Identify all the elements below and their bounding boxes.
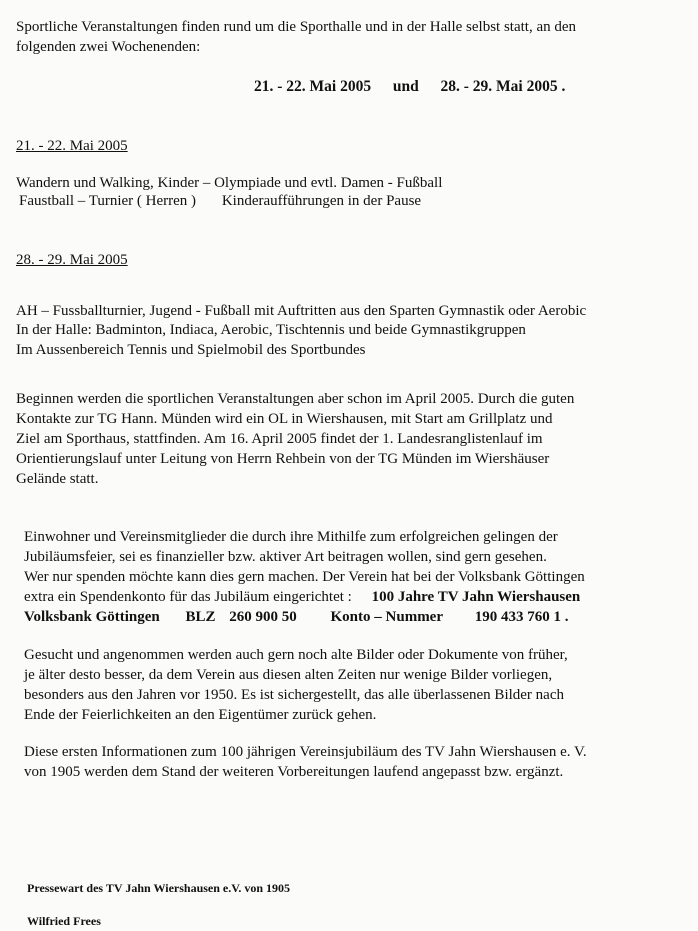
april-line-2: Kontakte zur TG Hann. Münden wird ein OL in Wiershausen, mit Start am Grillplatz und (16, 411, 553, 427)
weekend-2-line-2: In der Halle: Badminton, Indiaca, Aerobic, Tischtennis und beide Gymnastikgruppen (16, 322, 526, 338)
pictures-line-2: je älter desto besser, da dem Verein aus diesen alten Zeiten nur wenige Bilder vorliegen, (24, 667, 553, 683)
date-and: und (392, 78, 419, 95)
intro-line-1: Sportliche Veranstaltungen finden rund um die Sporthalle und in der Halle selbst statt, an den (16, 19, 577, 35)
date-weekend-2: 28. - 29. Mai 2005 . (440, 78, 566, 95)
weekend-1-line-1: Wandern und Walking, Kinder – Olympiade und evtl. Damen - Fußball (16, 175, 443, 191)
april-line-5: Gelände statt. (16, 471, 99, 487)
press-officer-line: Pressewart des TV Jahn Wiershausen e.V. von 1905 (27, 881, 291, 895)
pictures-line-3: besonders aus den Jahren vor 1950. Es ist sichergestellt, das alle überlassenen Bilder nach (24, 687, 564, 703)
weekend-1-heading: 21. - 22. Mai 2005 (16, 138, 128, 154)
weekend-2-line-1: AH – Fussballturnier, Jugend - Fußball mit Auftritten aus den Sparten Gymnastik oder Aerobic (16, 303, 587, 319)
bank-name: Volksbank Göttingen (24, 609, 160, 625)
april-line-1: Beginnen werden die sportlichen Veranstaltungen aber schon im April 2005. Durch die guten (16, 391, 575, 407)
donation-line-2: Jubiläumsfeier, sei es finanzieller bzw. aktiver Art beitragen wollen, sind gern gesehen. (24, 549, 547, 565)
author-name: Wilfried Frees (27, 914, 101, 928)
donation-line-1: Einwohner und Vereinsmitglieder die durch ihre Mithilfe zum erfolgreichen gelingen der (24, 529, 558, 545)
bank-details (24, 607, 569, 627)
weekend-1-line-2 (19, 191, 421, 211)
intro-line-2: folgenden zwei Wochenenden: (16, 39, 201, 55)
donation-account-intro: extra ein Spendenkonto für das Jubiläum eingerichtet : (24, 589, 352, 605)
donation-account-name: 100 Jahre TV Jahn Wiershausen (371, 589, 581, 605)
april-line-3: Ziel am Sporthaus, stattfinden. Am 16. April 2005 findet der 1. Landesranglistenlauf im (16, 431, 543, 447)
konto-value: 190 433 760 1 . (474, 609, 569, 625)
info-line-1: Diese ersten Informationen zum 100 jährigen Vereinsjubiläum des TV Jahn Wiershausen e. V. (24, 744, 587, 760)
kinder-text: Kinderaufführungen in der Pause (221, 193, 422, 209)
info-line-2: von 1905 werden dem Stand der weiteren Vorbereitungen laufend angepasst bzw. ergänzt. (24, 764, 564, 780)
weekend-2-line-3: Im Aussenbereich Tennis und Spielmobil des Sportbundes (16, 342, 366, 358)
blz-label: BLZ (185, 609, 216, 625)
donation-line-3: Wer nur spenden möchte kann dies gern machen. Der Verein hat bei der Volksbank Göttingen (24, 569, 585, 585)
weekend-2-heading: 28. - 29. Mai 2005 (16, 252, 128, 268)
konto-label: Konto – Nummer (330, 609, 444, 625)
intro-dates (254, 77, 565, 97)
blz-value: 260 900 50 (229, 609, 297, 625)
faustball-text: Faustball – Turnier ( Herren ) (19, 193, 197, 209)
date-weekend-1: 21. - 22. Mai 2005 (254, 78, 372, 95)
donation-line-4 (24, 587, 580, 607)
pictures-line-4: Ende der Feierlichkeiten an den Eigentümer zurück gehen. (24, 707, 377, 723)
april-line-4: Orientierungslauf unter Leitung von Herrn Rehbein von der TG Münden im Wiershäuser (16, 451, 550, 467)
pictures-line-1: Gesucht und angenommen werden auch gern noch alte Bilder oder Dokumente von früher, (24, 647, 568, 663)
